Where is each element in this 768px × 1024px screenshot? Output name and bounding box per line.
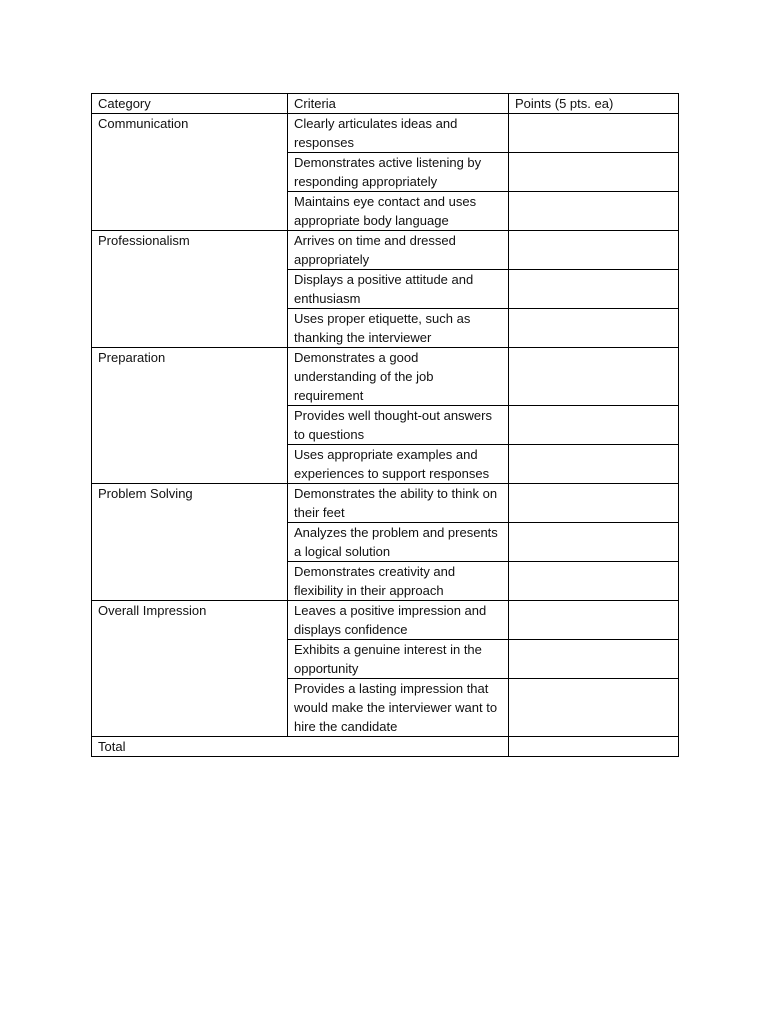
points-cell (509, 679, 679, 737)
points-cell (509, 601, 679, 640)
criteria-cell: Uses appropriate examples and experiences to support responses (288, 445, 509, 484)
points-cell (509, 640, 679, 679)
header-category: Category (92, 94, 288, 114)
points-cell (509, 562, 679, 601)
criteria-cell: Analyzes the problem and presents a logical solution (288, 523, 509, 562)
total-label: Total (92, 737, 509, 757)
category-cell-professionalism: Professionalism (92, 231, 288, 348)
category-cell-overall-impression: Overall Impression (92, 601, 288, 737)
header-points: Points (5 pts. ea) (509, 94, 679, 114)
category-cell-communication: Communication (92, 114, 288, 231)
points-cell (509, 114, 679, 153)
header-criteria: Criteria (288, 94, 509, 114)
criteria-cell: Displays a positive attitude and enthusiasm (288, 270, 509, 309)
table-row (92, 348, 679, 406)
total-points-cell (509, 737, 679, 757)
table-row (92, 231, 679, 270)
criteria-cell: Clearly articulates ideas and responses (288, 114, 509, 153)
points-cell (509, 484, 679, 523)
criteria-cell: Provides a lasting impression that would make the interviewer want to hire the candidate (288, 679, 509, 737)
criteria-cell: Demonstrates creativity and flexibility in their approach (288, 562, 509, 601)
points-cell (509, 406, 679, 445)
table-row (92, 601, 679, 640)
criteria-cell: Leaves a positive impression and displays confidence (288, 601, 509, 640)
points-cell (509, 523, 679, 562)
criteria-cell: Demonstrates the ability to think on their feet (288, 484, 509, 523)
table-row (92, 114, 679, 153)
points-cell (509, 309, 679, 348)
total-row (92, 737, 679, 757)
header-row (92, 94, 679, 114)
criteria-cell: Maintains eye contact and uses appropriate body language (288, 192, 509, 231)
criteria-cell: Demonstrates active listening by responding appropriately (288, 153, 509, 192)
points-cell (509, 153, 679, 192)
criteria-cell: Exhibits a genuine interest in the opportunity (288, 640, 509, 679)
category-cell-problem-solving: Problem Solving (92, 484, 288, 601)
points-cell (509, 192, 679, 231)
points-cell (509, 270, 679, 309)
category-cell-preparation: Preparation (92, 348, 288, 484)
table-row (92, 484, 679, 523)
interview-rubric-table (91, 93, 679, 757)
points-cell (509, 445, 679, 484)
criteria-cell: Uses proper etiquette, such as thanking the interviewer (288, 309, 509, 348)
points-cell (509, 231, 679, 270)
points-cell (509, 348, 679, 406)
criteria-cell: Provides well thought-out answers to questions (288, 406, 509, 445)
criteria-cell: Arrives on time and dressed appropriately (288, 231, 509, 270)
criteria-cell: Demonstrates a good understanding of the job requirement (288, 348, 509, 406)
